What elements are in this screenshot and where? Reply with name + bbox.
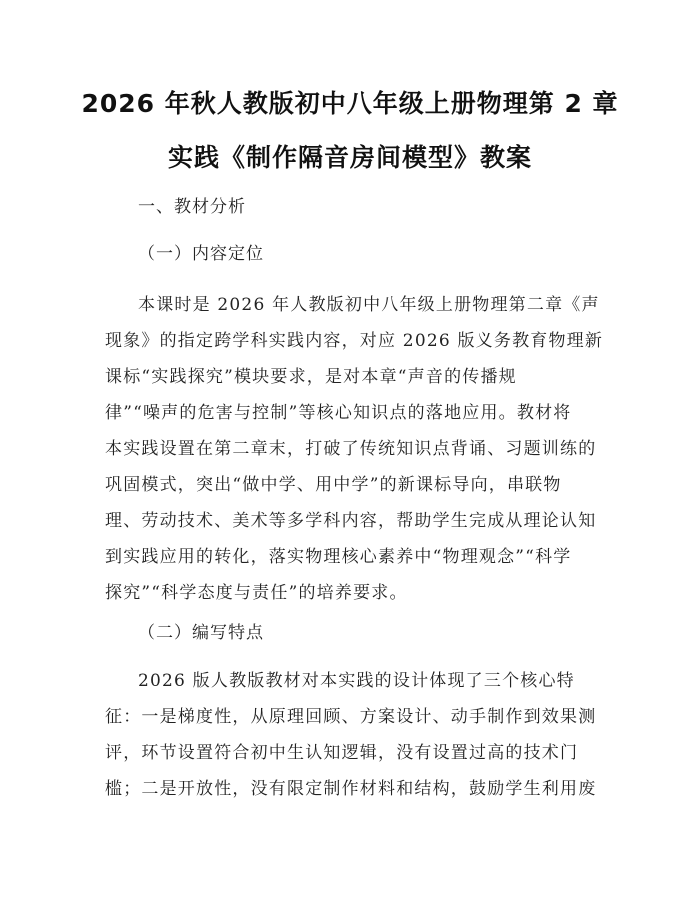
subsection-heading-writing-features: （二）编写特点: [138, 623, 264, 643]
paragraph-1-line: 理、劳动技术、美术等多学科内容，帮助学生完成从理论认知: [105, 511, 597, 531]
subsection-heading-content-positioning: （一）内容定位: [138, 244, 264, 264]
paragraph-1-line: 本课时是 2026 年人教版初中八年级上册物理第二章《声: [138, 295, 600, 315]
section-heading-textbook-analysis: 一、教材分析: [138, 197, 246, 217]
paragraph-1-line: 课标“实践探究”模块要求，是对本章“声音的传播规: [105, 367, 517, 387]
paragraph-1-line: 探究”“科学态度与责任”的培养要求。: [105, 583, 408, 603]
paragraph-1-line: 到实践应用的转化，落实物理核心素养中“物理观念”“科学: [105, 547, 572, 567]
paragraph-1-line: 本实践设置在第二章末，打破了传统知识点背诵、习题训练的: [105, 439, 597, 459]
paragraph-1-line: 巩固模式，突出“做中学、用中学”的新课标导向，串联物: [105, 475, 562, 495]
paragraph-1-line: 律”“噪声的危害与控制”等核心知识点的落地应用。教材将: [105, 403, 572, 423]
document-title-line-1: 2026 年秋人教版初中八年级上册物理第 2 章: [81, 89, 619, 118]
paragraph-2-line: 评，环节设置符合初中生认知逻辑，没有设置过高的技术门: [105, 743, 579, 763]
paragraph-2-line: 征：一是梯度性，从原理回顾、方案设计、动手制作到效果测: [105, 707, 597, 727]
paragraph-2-line: 槛；二是开放性，没有限定制作材料和结构，鼓励学生利用废: [105, 779, 597, 799]
paragraph-1-line: 现象》的指定跨学科实践内容，对应 2026 版义务教育物理新: [105, 331, 604, 351]
document-title-line-2: 实践《制作隔音房间模型》教案: [167, 143, 532, 172]
paragraph-2-line: 2026 版人教版教材对本实践的设计体现了三个核心特: [138, 671, 575, 691]
